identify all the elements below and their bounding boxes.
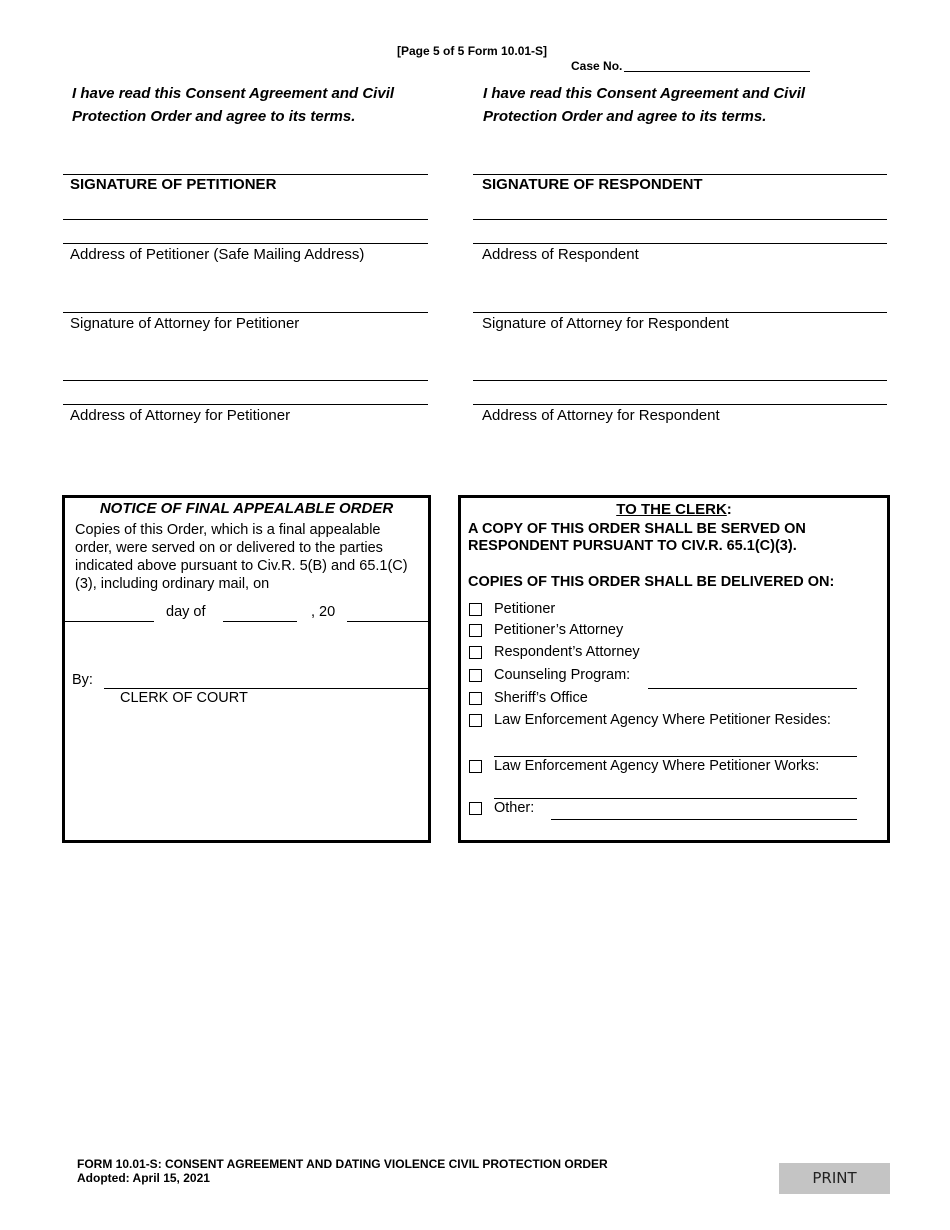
adopted-date: Adopted: April 15, 2021 <box>77 1171 210 1185</box>
respondent-attorney-address-line-2[interactable] <box>473 404 887 405</box>
respondent-agreement-statement: I have read this Consent Agreement and Civil Protection Order and agree to its terms. <box>483 85 806 125</box>
notice-by-label: By: <box>72 672 93 688</box>
counseling-program-checkbox[interactable] <box>469 669 482 682</box>
clerk-title-colon: : <box>726 501 732 518</box>
agency-petitioner-works-field[interactable] <box>494 798 857 799</box>
clerk-title <box>458 501 890 518</box>
petitioner-checkbox[interactable] <box>469 603 482 616</box>
petitioner-address-line-1[interactable] <box>63 219 428 220</box>
petitioner-attorney-signature-line[interactable] <box>63 312 428 313</box>
respondent-attorney-address-line-1[interactable] <box>473 380 887 381</box>
respondent-attorney-checkbox[interactable] <box>469 646 482 659</box>
respondent-address-line-2[interactable] <box>473 243 887 244</box>
petitioner-attorney-address-label: Address of Attorney for Petitioner <box>70 407 291 424</box>
notice-day-field[interactable] <box>65 621 154 622</box>
print-button[interactable]: PRINT <box>779 1163 890 1194</box>
respondent-attorney-signature-label: Signature of Attorney for Respondent <box>482 315 729 332</box>
clerk-title-text: TO THE CLERK <box>616 501 727 518</box>
respondent-address-label: Address of Respondent <box>482 246 639 263</box>
counseling-program-field[interactable] <box>648 688 857 689</box>
petitioner-attorney-checkbox[interactable] <box>469 624 482 637</box>
notice-year-prefix: , 20 <box>311 604 336 620</box>
clerk-served-instruction: A COPY OF THIS ORDER SHALL BE SERVED ON RESPONDENT PURSUANT TO CIV.R. 65.1(C)(3). <box>468 521 806 554</box>
respondent-signature-line[interactable] <box>473 174 887 175</box>
petitioner-agreement-statement: I have read this Consent Agreement and Civil Protection Order and agree to its terms. <box>72 85 395 125</box>
notice-title: NOTICE OF FINAL APPEALABLE ORDER <box>99 500 394 517</box>
option-agency-petitioner-works: Law Enforcement Agency Where Petitioner Works: <box>494 758 820 774</box>
petitioner-signature-label: SIGNATURE OF PETITIONER <box>70 176 277 193</box>
option-petitioner-attorney: Petitioner’s Attorney <box>494 622 624 638</box>
form-title-footer: FORM 10.01-S: CONSENT AGREEMENT AND DATING VIOLENCE CIVIL PROTECTION ORDER <box>77 1157 608 1171</box>
respondent-attorney-signature-line[interactable] <box>473 312 887 313</box>
agency-petitioner-works-checkbox[interactable] <box>469 760 482 773</box>
petitioner-attorney-signature-label: Signature of Attorney for Petitioner <box>70 315 300 332</box>
petitioner-address-label: Address of Petitioner (Safe Mailing Address) <box>70 246 365 263</box>
clerk-delivered-heading: COPIES OF THIS ORDER SHALL BE DELIVERED ON: <box>468 574 835 590</box>
respondent-signature-label: SIGNATURE OF RESPONDENT <box>482 176 703 193</box>
option-counseling-program: Counseling Program: <box>494 667 631 683</box>
case-number-field[interactable] <box>624 71 810 72</box>
petitioner-attorney-address-line-1[interactable] <box>63 380 428 381</box>
option-sheriffs-office: Sheriff’s Office <box>494 690 588 706</box>
petitioner-attorney-address-line-2[interactable] <box>63 404 428 405</box>
sheriffs-office-checkbox[interactable] <box>469 692 482 705</box>
other-field[interactable] <box>551 819 857 820</box>
respondent-attorney-address-label: Address of Attorney for Respondent <box>482 407 720 424</box>
notice-month-field[interactable] <box>223 621 297 622</box>
page-reference: [Page 5 of 5 Form 10.01-S] <box>397 44 548 58</box>
notice-body: Copies of this Order, which is a final appealable order, were served on or delivered to the parties indicated above pursuant to Civ.R. 5(B) and 65.1(C)(3), including ordinary mail, on <box>75 522 408 592</box>
clerk-signature-line[interactable] <box>104 688 428 689</box>
case-number-label: Case No. <box>571 59 623 73</box>
agency-petitioner-resides-field[interactable] <box>494 756 857 757</box>
notice-day-of-label: day of <box>166 604 206 620</box>
clerk-of-court-label: CLERK OF COURT <box>120 690 248 706</box>
option-petitioner: Petitioner <box>494 601 556 617</box>
other-checkbox[interactable] <box>469 802 482 815</box>
petitioner-signature-line[interactable] <box>63 174 428 175</box>
petitioner-address-line-2[interactable] <box>63 243 428 244</box>
agency-petitioner-resides-checkbox[interactable] <box>469 714 482 727</box>
option-respondent-attorney: Respondent’s Attorney <box>494 644 640 660</box>
notice-year-field[interactable] <box>347 621 428 622</box>
option-agency-petitioner-resides: Law Enforcement Agency Where Petitioner Resides: <box>494 712 831 728</box>
respondent-address-line-1[interactable] <box>473 219 887 220</box>
option-other: Other: <box>494 800 535 816</box>
